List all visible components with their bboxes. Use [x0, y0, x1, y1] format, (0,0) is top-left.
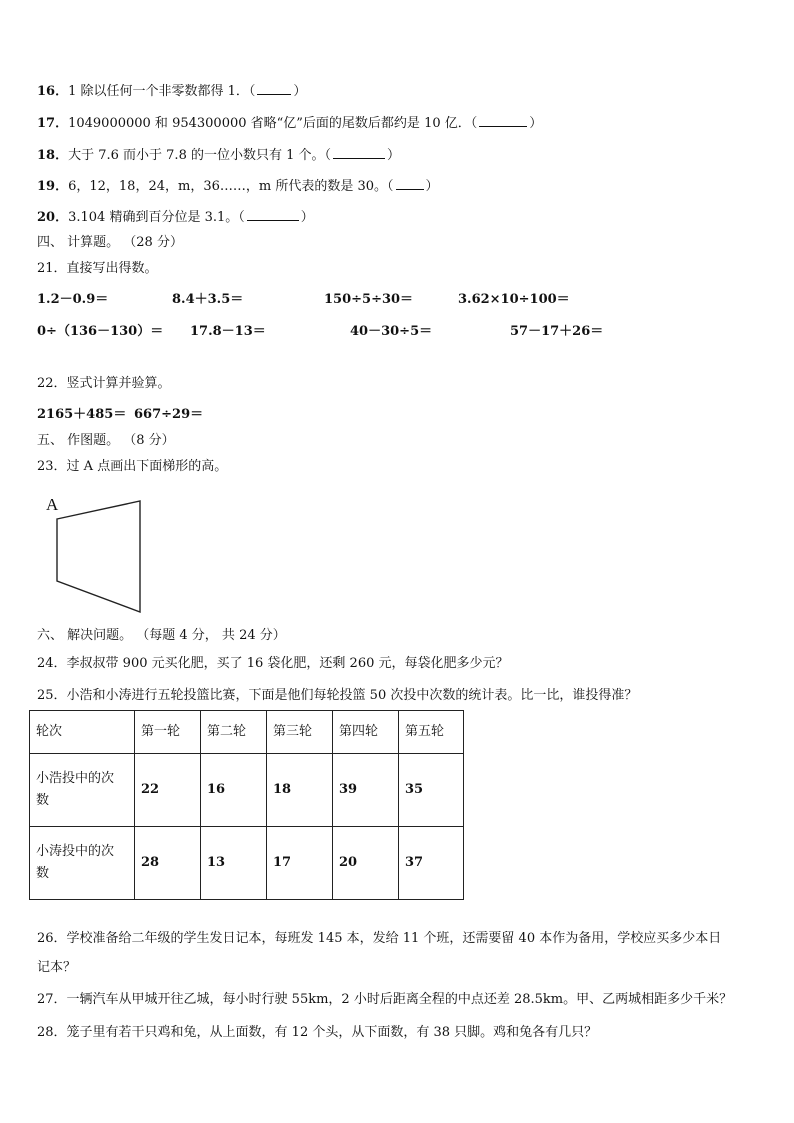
question-19 — [37, 177, 439, 196]
calc-item: 8.4＋3.5＝ — [172, 292, 244, 307]
question-26-line1: 26．学校准备给二年级的学生发日记本，每班发 145 本，发给 11 个班，还需要留 40 本作为备用，学校应买多少本日 — [37, 931, 722, 946]
question-21-title: 21．直接写出得数。 — [37, 261, 158, 276]
shooting-stats-table — [29, 710, 464, 900]
table-cell: 39 — [333, 754, 399, 827]
table-header-cell: 第一轮 — [135, 711, 201, 754]
question-number: 20． — [37, 210, 69, 225]
table-header-cell: 第三轮 — [267, 711, 333, 754]
question-23-title: 23．过 A 点画出下面梯形的高。 — [37, 459, 228, 474]
calc-item: 3.62×10÷100＝ — [458, 292, 570, 307]
paren-close: ） — [529, 116, 543, 131]
paren-close: ） — [300, 210, 314, 225]
table-cell: 37 — [399, 827, 464, 900]
question-text: 1 除以任何一个非零数都得 1．（ — [68, 84, 256, 99]
paren-close: ） — [387, 148, 401, 163]
table-header-cell: 第二轮 — [201, 711, 267, 754]
question-22-title: 22．竖式计算并验算。 — [37, 376, 171, 391]
vertical-calc-item: 2165＋485＝ — [37, 407, 127, 422]
question-20 — [37, 208, 314, 227]
question-text: 1049000000 和 954300000 省略“亿”后面的尾数后都约是 10 亿．（ — [68, 116, 478, 131]
question-26-line2: 记本？ — [37, 960, 77, 975]
calc-item: 17.8－13＝ — [190, 324, 266, 339]
answer-blank[interactable] — [247, 208, 299, 221]
table-cell: 22 — [135, 754, 201, 827]
section-4-title: 四、 计算题。 （28 分） — [37, 235, 183, 250]
answer-blank[interactable] — [257, 82, 291, 95]
question-number: 19． — [37, 179, 69, 194]
question-text: 3.104 精确到百分位是 3.1。（ — [68, 210, 245, 225]
calc-item: 40－30÷5＝ — [350, 324, 433, 339]
question-number: 16． — [37, 84, 69, 99]
calc-item: 150÷5÷30＝ — [324, 292, 414, 307]
question-number: 18． — [37, 148, 69, 163]
answer-blank[interactable] — [479, 114, 527, 127]
answer-blank[interactable] — [333, 146, 385, 159]
trapezoid-shape — [57, 501, 140, 612]
question-24: 24．李叔叔带 900 元买化肥，买了 16 袋化肥，还剩 260 元，每袋化肥多少元？ — [37, 656, 509, 671]
table-cell: 13 — [201, 827, 267, 900]
table-cell: 18 — [267, 754, 333, 827]
question-28: 28．笼子里有若干只鸡和兔，从上面数，有 12 个头，从下面数，有 38 只脚。鸡和兔各有几只？ — [37, 1025, 598, 1040]
table-header-row — [30, 711, 464, 754]
trapezoid-figure — [44, 488, 154, 616]
table-cell: 16 — [201, 754, 267, 827]
calc-item: 57－17＋26＝ — [510, 324, 604, 339]
row-label: 小涛投中的次 数 — [30, 827, 135, 900]
table-header-cell: 轮次 — [30, 711, 135, 754]
calc-item: 0÷（136－130）＝ — [37, 324, 164, 339]
table-cell: 28 — [135, 827, 201, 900]
section-5-title: 五、 作图题。 （8 分） — [37, 433, 175, 448]
table-header-cell: 第四轮 — [333, 711, 399, 754]
table-row — [30, 827, 464, 900]
table-cell: 17 — [267, 827, 333, 900]
table-cell: 20 — [333, 827, 399, 900]
question-18 — [37, 146, 400, 165]
point-a-label: A — [46, 495, 59, 514]
question-number: 17． — [37, 116, 69, 131]
calc-item: 1.2－0.9＝ — [37, 292, 109, 307]
question-text: 大于 7.6 而小于 7.8 的一位小数只有 1 个。（ — [68, 148, 332, 163]
answer-blank[interactable] — [396, 177, 424, 190]
vertical-calc-item: 667÷29＝ — [134, 407, 204, 422]
paren-close: ） — [425, 179, 439, 194]
question-27: 27．一辆汽车从甲城开往乙城，每小时行驶 55km，2 小时后距离全程的中点还差 28.5km。甲、乙两城相距多少千米？ — [37, 992, 733, 1007]
question-25: 25．小浩和小涛进行五轮投篮比赛，下面是他们每轮投篮 50 次投中次数的统计表。比一比，谁投得准？ — [37, 688, 638, 703]
table-row — [30, 754, 464, 827]
section-6-title: 六、 解决问题。 （每题 4 分， 共 24 分） — [37, 628, 286, 643]
table-header-cell: 第五轮 — [399, 711, 464, 754]
paren-close: ） — [293, 84, 307, 99]
row-label: 小浩投中的次 数 — [30, 754, 135, 827]
question-text: 6，12，18，24，m，36……，m 所代表的数是 30。（ — [68, 179, 394, 194]
question-16 — [37, 82, 306, 101]
table-cell: 35 — [399, 754, 464, 827]
question-17 — [37, 114, 542, 133]
